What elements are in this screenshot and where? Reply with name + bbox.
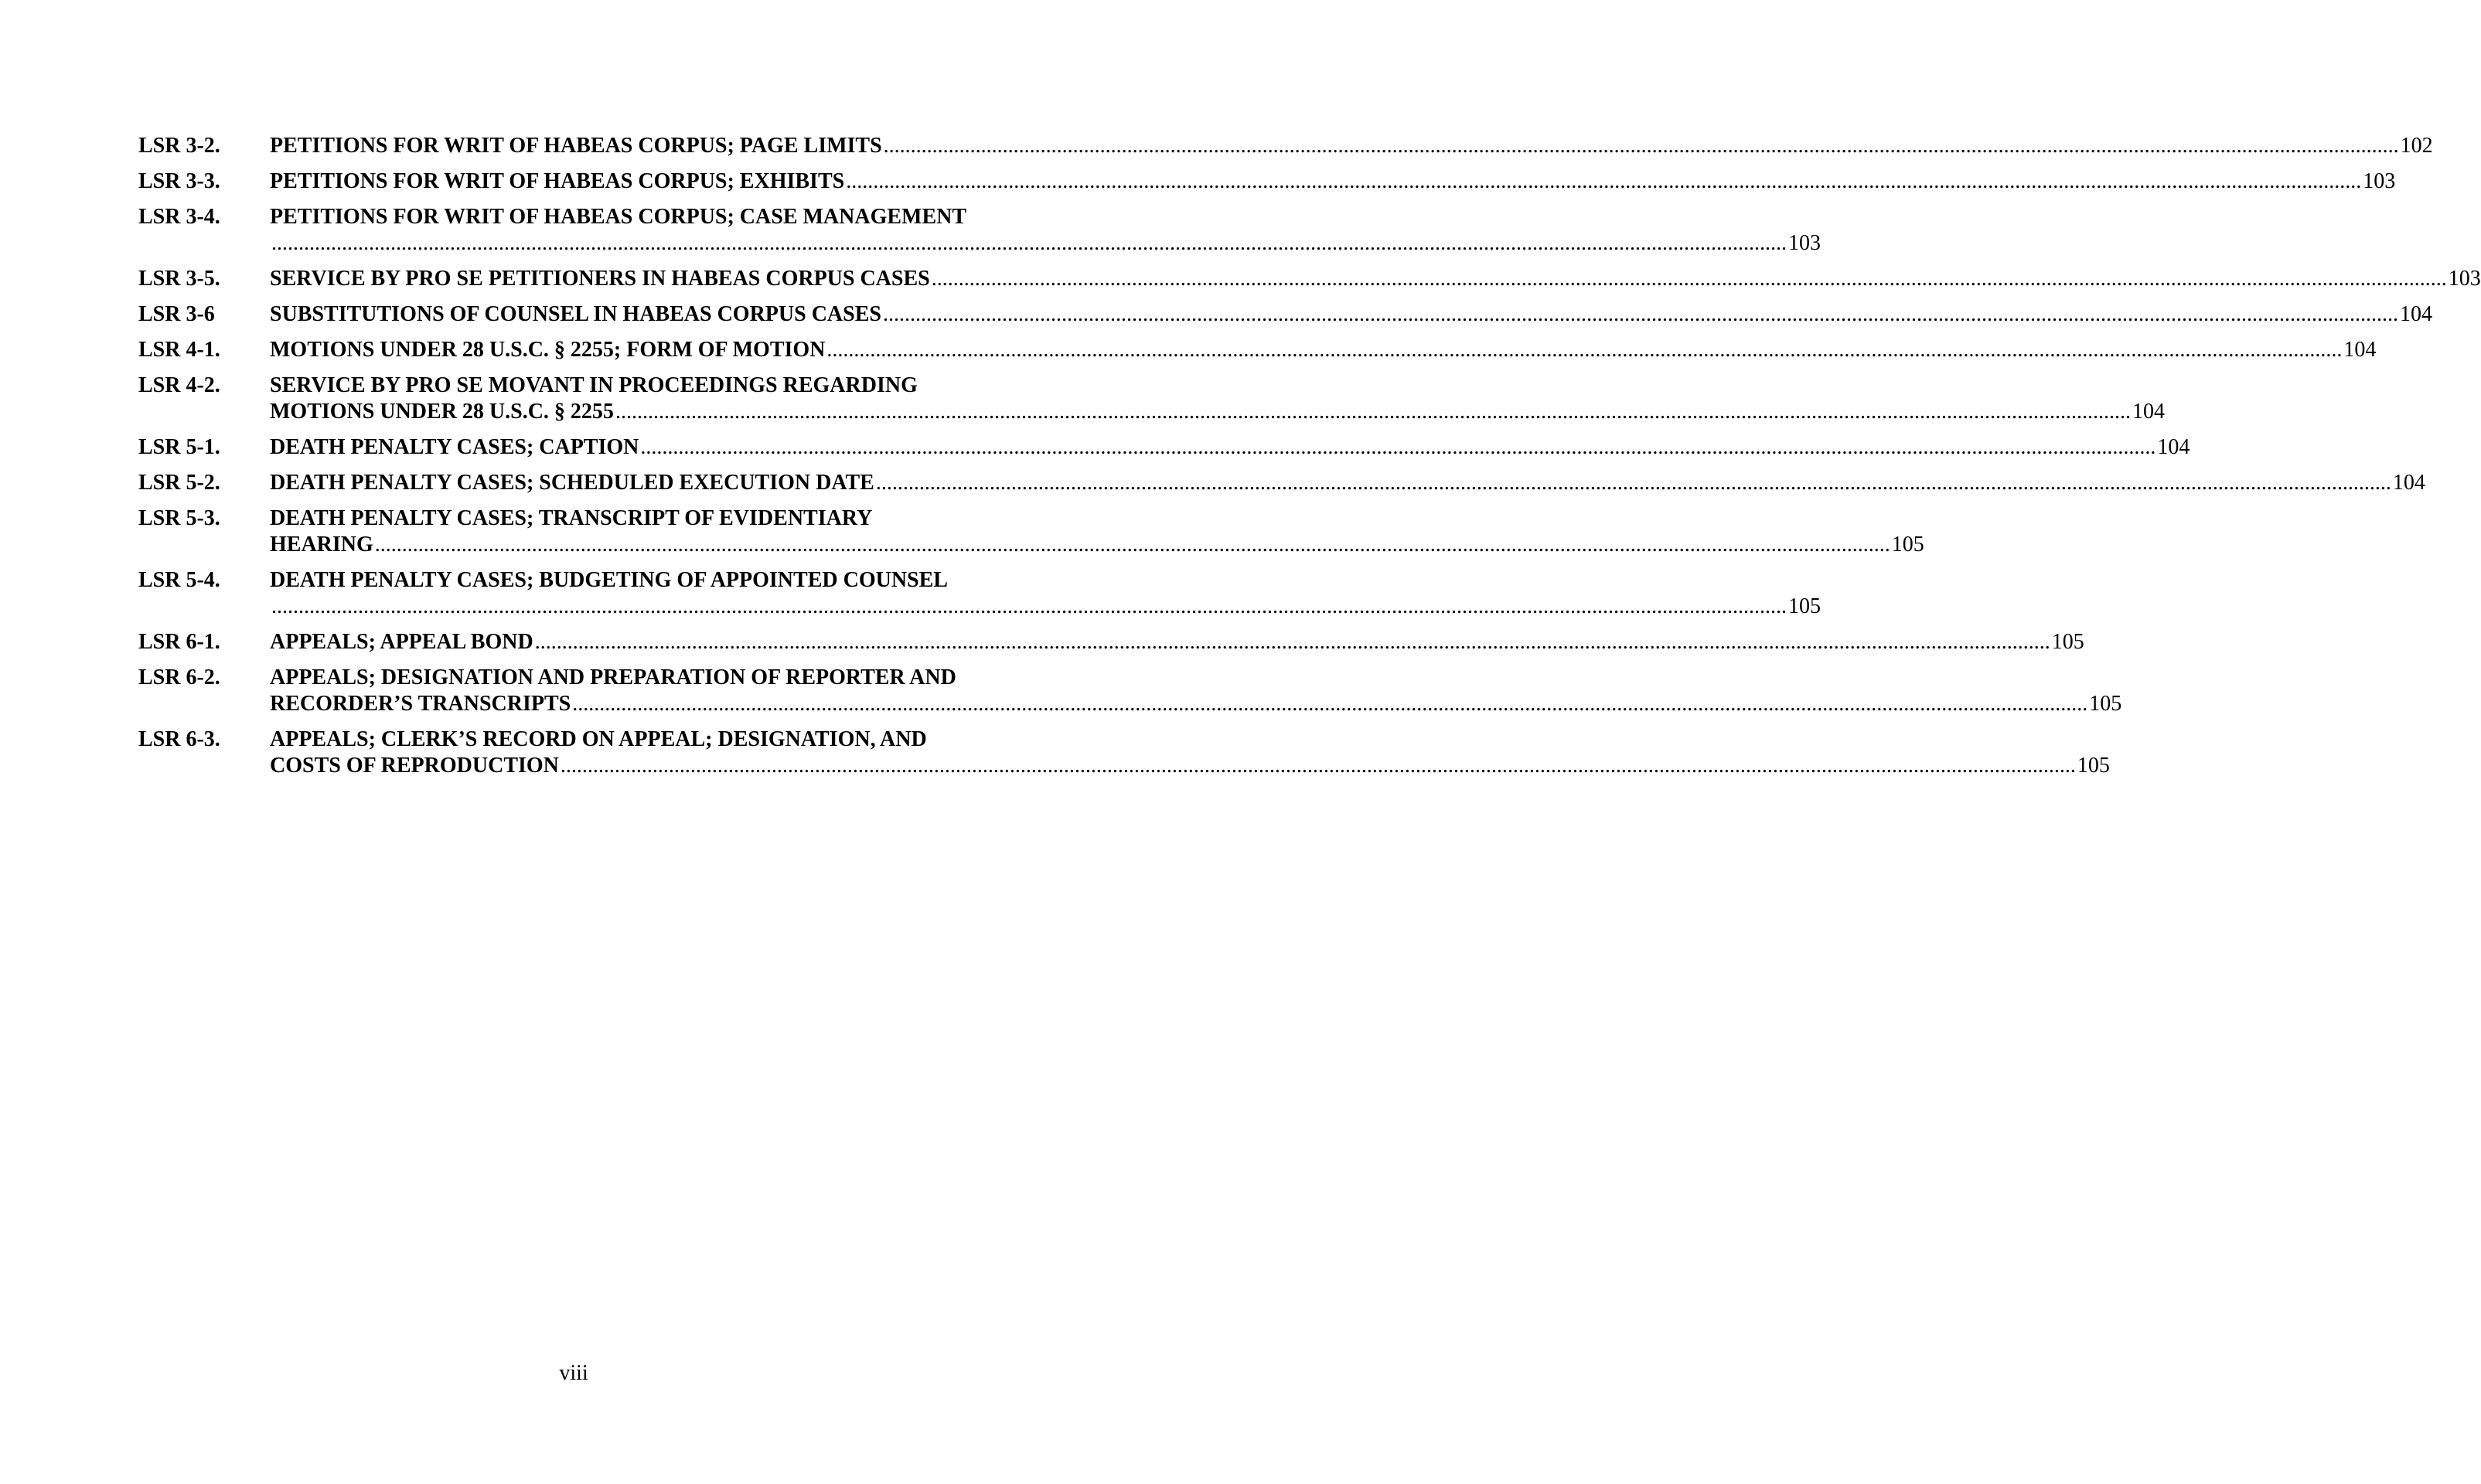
- dot-leader: [535, 629, 2050, 655]
- page-number: 103: [2363, 169, 2396, 193]
- entry-body: [270, 727, 2110, 779]
- entry-title: DEATH PENALTY CASES; CAPTION: [270, 435, 639, 459]
- entry-line: [270, 434, 2190, 461]
- rule-number: LSR 3-6: [138, 302, 215, 326]
- toc-entry-lsr-6-2[interactable]: [138, 665, 2122, 717]
- page-number: 105: [1891, 533, 1924, 556]
- entry-body: [270, 133, 2433, 159]
- rule-number: LSR 3-4.: [138, 205, 220, 229]
- rule-number: LSR 5-3.: [138, 506, 220, 530]
- entry-title-tail: COSTS OF REPRODUCTION: [270, 754, 559, 778]
- entry-body: [270, 266, 2481, 292]
- page-number: 103: [2448, 267, 2481, 291]
- page-number: 104: [2157, 435, 2190, 459]
- entry-body: [270, 470, 2425, 496]
- entry-body: [270, 337, 2376, 363]
- page-number: 102: [2400, 134, 2433, 158]
- entry-body: [270, 567, 1821, 620]
- toc-entry-lsr-6-3[interactable]: [138, 727, 2110, 779]
- entry-title: SERVICE BY PRO SE PETITIONERS IN HABEAS CORPUS CASES: [270, 267, 930, 291]
- toc-entry-lsr-5-3[interactable]: [138, 505, 1924, 558]
- entry-title: DEATH PENALTY CASES; SCHEDULED EXECUTION DATE: [270, 471, 874, 495]
- entry-body: [270, 505, 1924, 558]
- page-number: 105: [2089, 692, 2122, 716]
- entry-title-tail: HEARING: [270, 533, 373, 556]
- rule-number: LSR 4-2.: [138, 373, 220, 397]
- dot-leader: [932, 266, 2447, 292]
- toc-entry-lsr-3-5[interactable]: [138, 266, 2481, 292]
- rule-number: LSR 4-1.: [138, 338, 220, 362]
- entry-line: [270, 629, 2084, 655]
- page-number: 104: [2392, 471, 2425, 495]
- entry-title: MOTIONS UNDER 28 U.S.C. § 2255; FORM OF MOTION: [270, 338, 826, 362]
- toc-entry-lsr-5-1[interactable]: [138, 434, 2190, 461]
- dot-leader: [271, 230, 1787, 257]
- rule-number: LSR 5-2.: [138, 471, 220, 495]
- page-number: 104: [2343, 338, 2377, 362]
- dot-leader: [375, 532, 1890, 558]
- entry-title-tail: RECORDER’S TRANSCRIPTS: [270, 692, 571, 716]
- entry-title: APPEALS; CLERK’S RECORD ON APPEAL; DESIGNATION, AND: [270, 727, 927, 751]
- table-of-contents: [138, 133, 2481, 788]
- rule-number: LSR 6-1.: [138, 630, 220, 654]
- rule-number: LSR 5-4.: [138, 568, 220, 592]
- entry-line: [270, 230, 1821, 257]
- dot-leader: [876, 470, 2391, 496]
- page-number: 104: [2399, 302, 2432, 326]
- dot-leader: [271, 594, 1787, 620]
- entry-line: [270, 532, 1924, 558]
- rule-number: LSR 5-1.: [138, 435, 220, 459]
- entry-title: SUBSTITUTIONS OF COUNSEL IN HABEAS CORPUS CASES: [270, 302, 881, 326]
- dot-leader: [884, 133, 2399, 159]
- entry-line: [270, 266, 2481, 292]
- rule-number: LSR 3-2.: [138, 134, 220, 158]
- toc-entry-lsr-4-1[interactable]: [138, 337, 2377, 363]
- entry-title: SERVICE BY PRO SE MOVANT IN PROCEEDINGS REGARDING: [270, 373, 918, 397]
- toc-entry-lsr-6-1[interactable]: [138, 629, 2084, 655]
- page-number: 104: [2132, 400, 2165, 424]
- page-number: 105: [1788, 594, 1821, 618]
- rule-number: LSR 3-5.: [138, 267, 220, 291]
- entry-line: [270, 470, 2425, 496]
- entry-line: [270, 301, 2432, 328]
- dot-leader: [572, 691, 2087, 717]
- rule-number: LSR 6-3.: [138, 727, 220, 751]
- toc-entry-lsr-3-3[interactable]: [138, 168, 2396, 195]
- entry-line: [270, 753, 2110, 779]
- rule-number: LSR 3-3.: [138, 169, 220, 193]
- entry-title: PETITIONS FOR WRIT OF HABEAS CORPUS; EXHIBITS: [270, 169, 845, 193]
- rule-number: LSR 6-2.: [138, 665, 220, 689]
- toc-entry-lsr-5-2[interactable]: [138, 470, 2425, 496]
- entry-title: APPEALS; DESIGNATION AND PREPARATION OF REPORTER AND: [270, 665, 956, 689]
- dot-leader: [846, 168, 2361, 195]
- entry-body: [270, 629, 2084, 655]
- entry-line: [270, 399, 2165, 425]
- entry-line: [270, 337, 2376, 363]
- page-number: 103: [1788, 231, 1821, 255]
- entry-line: [270, 594, 1821, 620]
- entry-body: [270, 301, 2432, 328]
- toc-entry-lsr-3-6[interactable]: [138, 301, 2432, 328]
- dot-leader: [826, 337, 2342, 363]
- page-number: 105: [2051, 630, 2084, 654]
- entry-title: PETITIONS FOR WRIT OF HABEAS CORPUS; PAGE LIMITS: [270, 134, 882, 158]
- entry-line: [270, 168, 2395, 195]
- entry-title-tail: MOTIONS UNDER 28 U.S.C. § 2255: [270, 400, 614, 424]
- entry-body: [270, 168, 2395, 195]
- entry-line: [270, 133, 2433, 159]
- dot-leader: [883, 301, 2398, 328]
- page-number: 105: [2077, 754, 2110, 778]
- toc-entry-lsr-3-2[interactable]: [138, 133, 2433, 159]
- entry-body: [270, 373, 2165, 425]
- entry-title: PETITIONS FOR WRIT OF HABEAS CORPUS; CASE MANAGEMENT: [270, 205, 967, 229]
- entry-title: DEATH PENALTY CASES; BUDGETING OF APPOINTED COUNSEL: [270, 568, 948, 592]
- entry-body: [270, 434, 2190, 461]
- toc-entry-lsr-5-4[interactable]: [138, 567, 1821, 620]
- toc-entry-lsr-3-4[interactable]: [138, 204, 1821, 257]
- dot-leader: [615, 399, 2131, 425]
- dot-leader: [561, 753, 2076, 779]
- entry-title: APPEALS; APPEAL BOND: [270, 630, 533, 654]
- entry-line: [270, 691, 2121, 717]
- page-footer-number: viii: [559, 1361, 588, 1385]
- dot-leader: [640, 434, 2156, 461]
- entry-body: [270, 665, 2121, 717]
- entry-body: [270, 204, 1821, 257]
- toc-entry-lsr-4-2[interactable]: [138, 373, 2165, 425]
- entry-title: DEATH PENALTY CASES; TRANSCRIPT OF EVIDENTIARY: [270, 506, 873, 530]
